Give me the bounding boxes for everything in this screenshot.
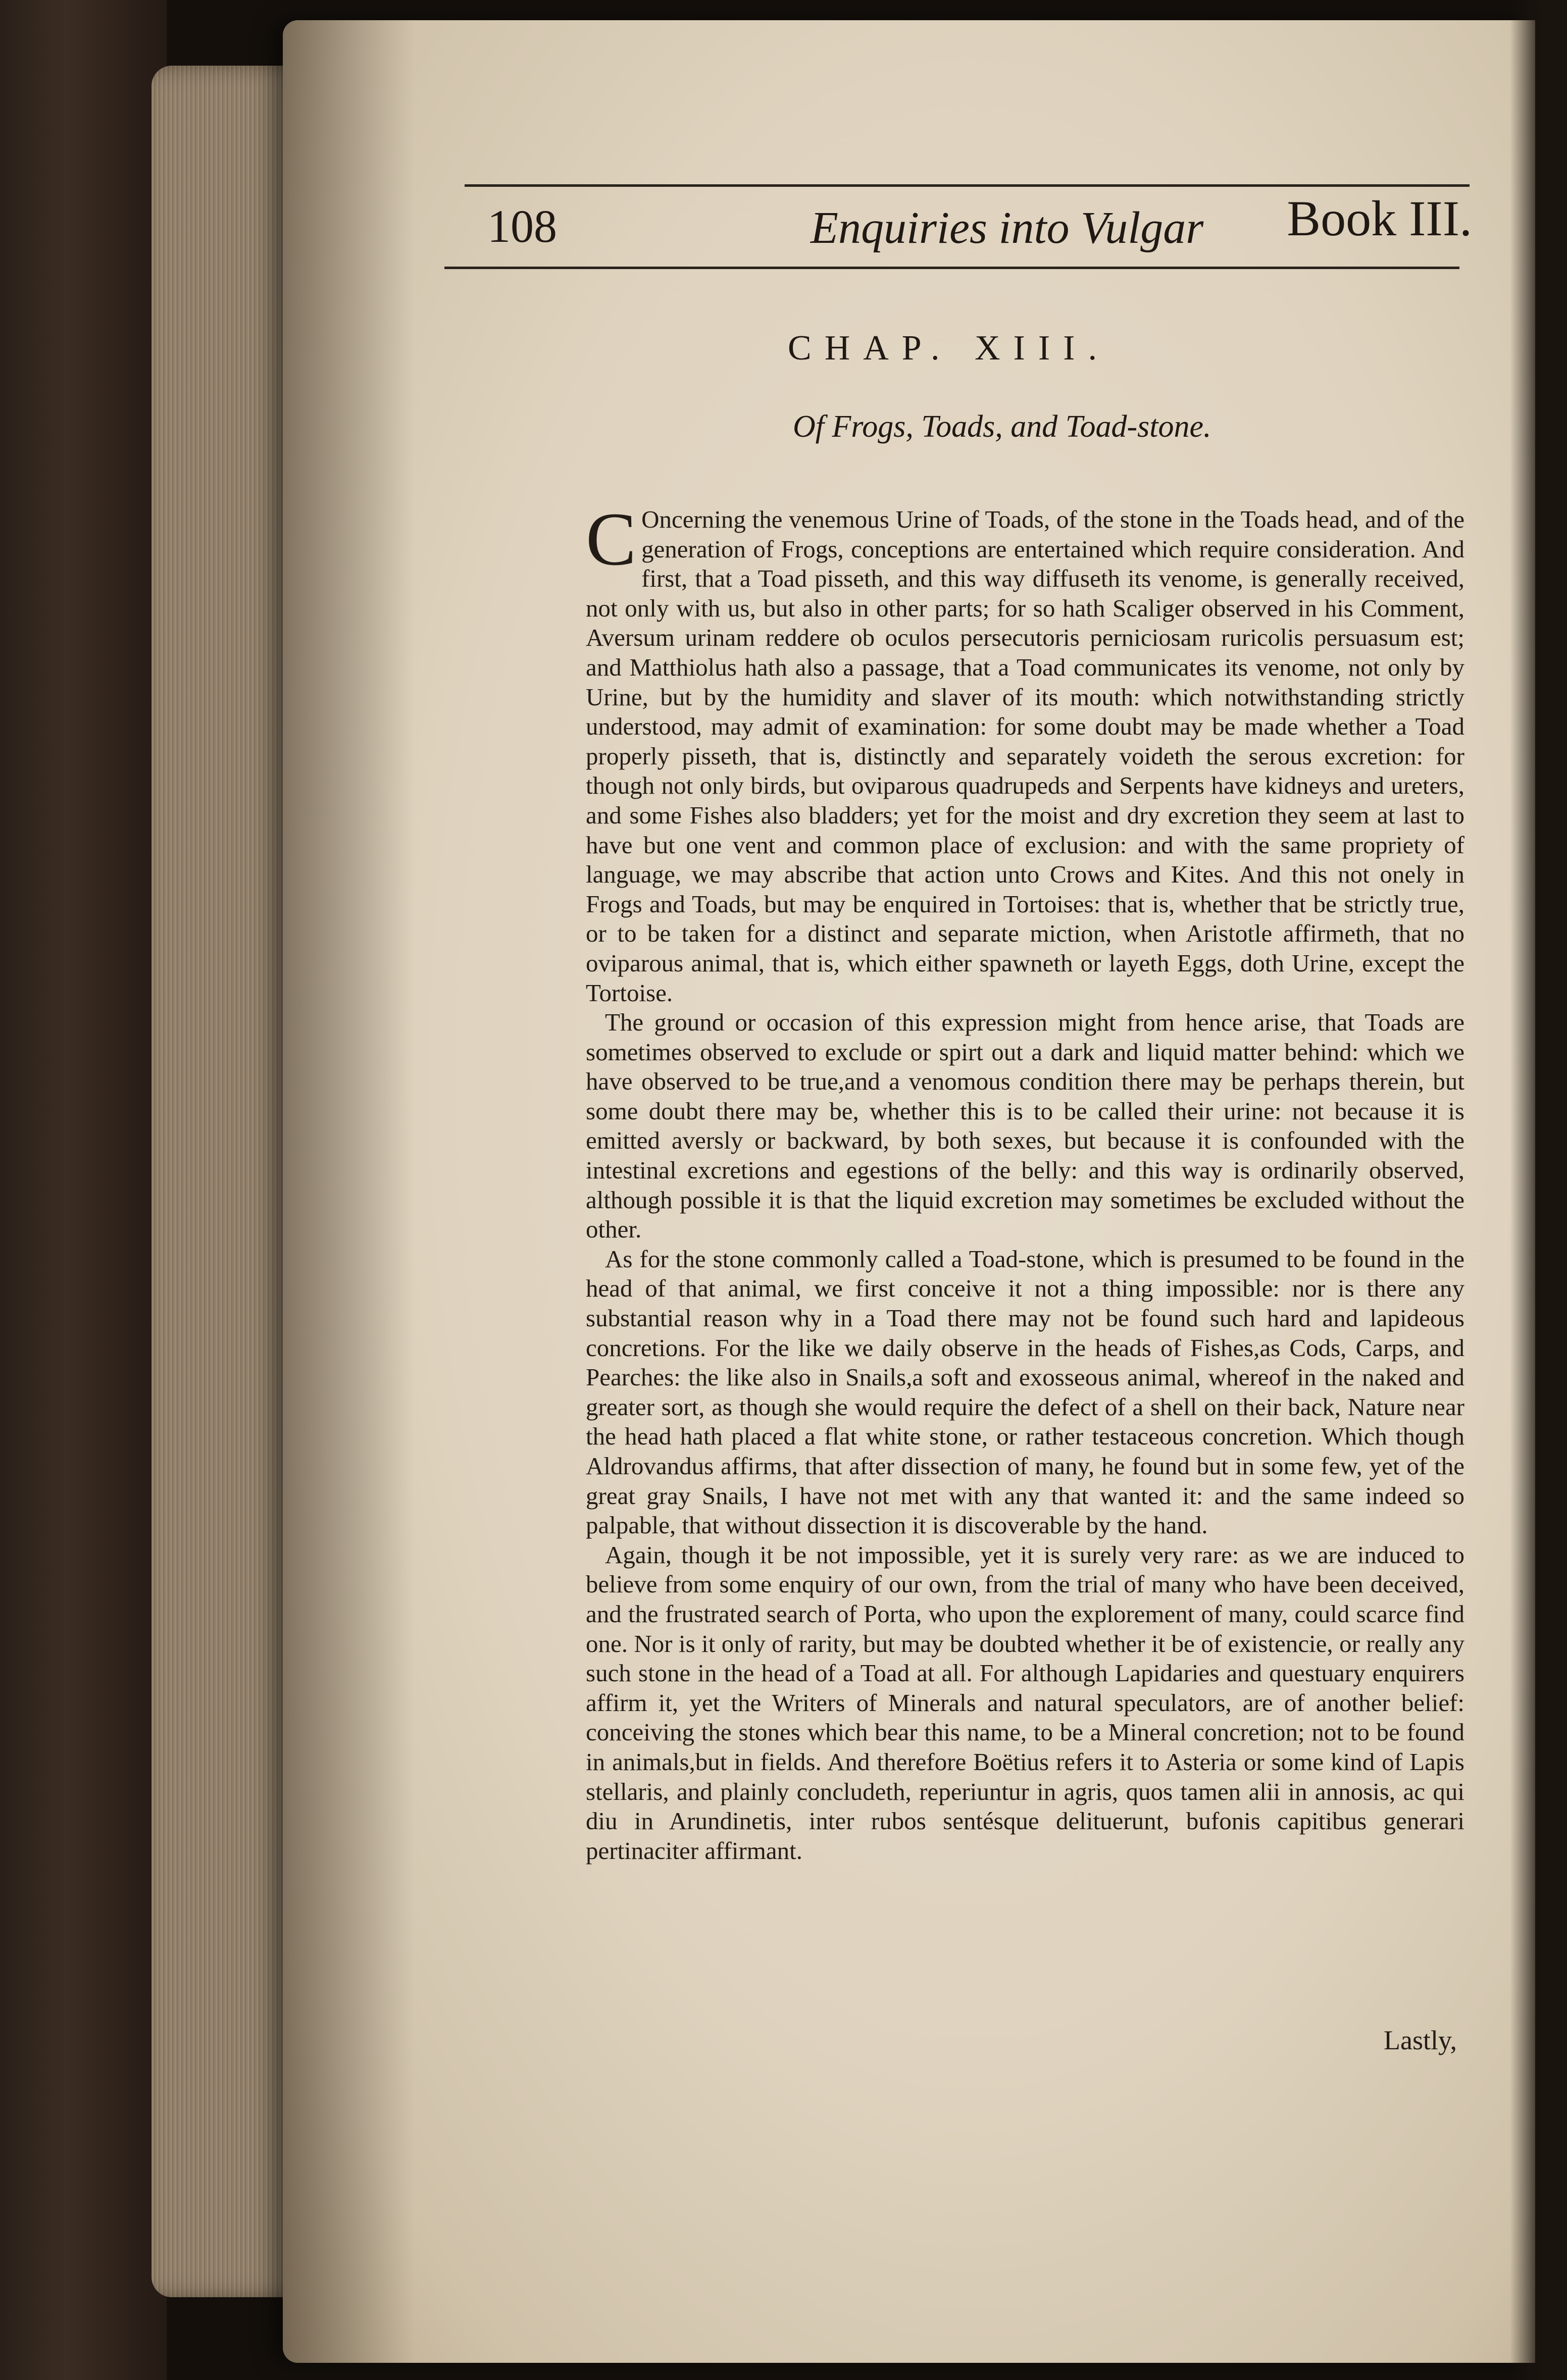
running-title: Enquiries into Vulgar [811, 203, 1204, 253]
paragraph-4: Again, though it be not impossible, yet it is surely very rare: as we are induced to believe from some enquiry of our own, from the trial of many who have been deceived, and the frustrated search of Porta, who upon the explorement of many, could scarce find one. Nor is it only of rarity, but may be doubted whether it be of existencie, or really any such stone in the head of a Toad at all. For although Lapidaries and questuary enquirers affirm it, yet the Writers of Minerals and natural speculators, are of another belief: conceiving the stones which bear this name, to be a Mineral concretion; not to be found in animals,but in fields. And therefore Boëtius refers it to Asteria or some kind of Lapis stellaris, and plainly concludeth, reperiuntur in agris, quos tamen alii in annosis, ac qui diu in Arundinetis, inter rubos sentésque delituerunt, bufonis capitibus generari pertinaciter affirmant. [586, 1540, 1464, 1865]
chapter-subtitle: Of Frogs, Toads, and Toad-stone. [793, 409, 1211, 444]
paragraph-1 [586, 497, 1464, 1008]
page-number: 108 [487, 200, 557, 252]
gutter-shadow [283, 20, 414, 2363]
running-head [487, 189, 1472, 265]
catchword: Lastly, [1384, 2025, 1457, 2055]
header-rule-top [465, 184, 1470, 187]
body-text [586, 497, 1464, 1866]
paragraph-3: As for the stone commonly called a Toad-stone, which is presumed to be found in the head of that animal, we first conceive it not a thing impossible: nor is there any substantial reason why in a Toad there may not be found such hard and lapideous concretions. For the like we daily observe in the heads of Fishes,as Cods, Carps, and Pearches: the like also in Snails,a soft and exosseous animal, whereof in the naked and greater sort, as though she would require the defect of a shell on their back, Nature near the head hath placed a flat white stone, or rather testaceous concretion. Which though Aldrovandus affirms, that after dissection of many, he found but in some few, yet of the great gray Snails, I have not met with any that wanted it: and the same indeed so palpable, that without dissection it is discoverable by the hand. [586, 1245, 1464, 1539]
book-label: Book III. [1287, 190, 1472, 246]
header-rule-bottom [444, 267, 1459, 269]
drop-cap: C [586, 497, 637, 581]
chapter-heading: CHAP. XIII. [788, 329, 1110, 368]
paragraph-2: The ground or occasion of this expression might from hence arise, that Toads are sometimes observed to exclude or spirt out a dark and liquid matter behind: which we have observed to be true,and a venomous condition there may be perhaps therein, but some doubt there may be, whether this is to be called their urine: not because it is emitted aversly or backward, by both sexes, but because it is confounded with the intestinal excretions and egestions of the belly: and this way is ordinarily observed, although possible it is that the liquid excretion may sometimes be excluded without the other. [586, 1008, 1464, 1244]
right-margin-shadow [1510, 0, 1567, 2380]
paragraph-1-text: Oncerning the venemous Urine of Toads, of the stone in the Toads head, and of the generation of Frogs, conceptions are entertained which require consideration. And first, that a Toad pisseth, and this way diffuseth its venome, is generally received, not only with us, but also in other parts; for so hath Scaliger observed in his Comment, Aversum urinam reddere ob oculos persecutoris perniciosam ruricolis persuasum est; and Matthiolus hath also a passage, that a Toad communicates its venome, not only by Urine, but by the humidity and slaver of its mouth: which notwithstanding strictly understood, may admit of examination: for some doubt may be made whether a Toad properly pisseth, that is, distinctly and separately voideth the serous excretion: for though not only birds, but oviparous quadrupeds and Serpents have kidneys and ureters, and some Fishes also bladders; yet for the moist and dry excretion they seem at last to have but one vent and common place of exclusion: and with the same propriety of language, we may abscribe that action unto Crows and Kites. And this not onely in Frogs and Toads, but may be enquired in Tortoises: that is, whether that be strictly true, or to be taken for a distinct and separate miction, when Aristotle affirmeth, that no oviparous animal, that is, which either spawneth or layeth Eggs, doth Urine, except the Tortoise. [586, 505, 1464, 1007]
book-cover [0, 0, 167, 2380]
